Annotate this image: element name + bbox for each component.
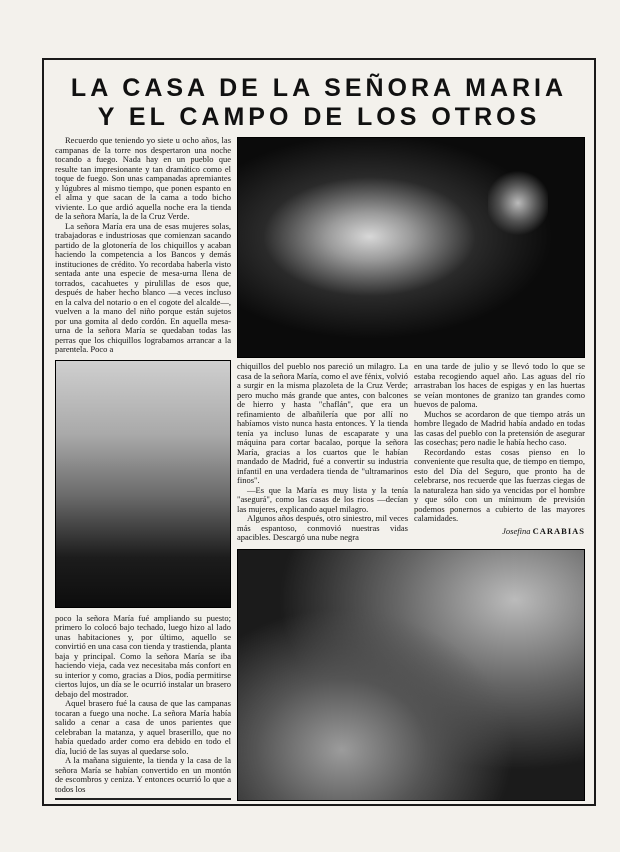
divider	[55, 798, 231, 800]
author-signature	[414, 527, 585, 537]
photo-storm-field	[237, 549, 585, 802]
paragraph: —Es que la María es muy lista y la tenía "asegurá", como las casas de los ricos —decían las mujeres, explicando aquel milagro.	[237, 484, 408, 514]
paragraph: en una tarde de julio y se llevó todo lo que se estaba recogiendo aquel año. Las aguas del río arrastraban los haces de espigas y en las huertas se veían montones de granizo tan grandes como huevos de paloma.	[414, 361, 585, 409]
paragraph: Algunos años después, otro siniestro, mil veces más espantoso, conmovió nuestras vidas apacibles. Descargó una nube negra	[237, 513, 409, 542]
text-columns	[237, 362, 585, 543]
paragraph: La señora María era una de esas mujeres solas, trabajadoras e industriosas que comienzan sacando partido de la glotonería de los chiquillos y acaban haciendo la competencia a los Bancos y demás instituciones de crédito. Yo recordaba haberla visto sentada ante una especie de mesa-urna llena de torrados, cacahuetes y pirulillas de esos que, después de haber hecho blanco —a veces incluso en la calva del notario o en el cogote del alcalde—, vuelven a la mano del niño porque están sujetos por una gomita al dedo cordón. En aquella mesa-urna de la señora María se quedaban todas las perras que los chiquillos lograbamos arrancar a la parentela. Poco a	[55, 220, 231, 354]
headline-line-2: Y EL CAMPO DE LOS OTROS	[97, 103, 541, 131]
column-2	[237, 362, 408, 543]
photo-burning-house	[237, 137, 585, 358]
paragraph: Recordando estas cosas pienso en lo conveniente que resulta que, de tiempo en tiempo, esto del Día del Seguro, que pronto ha de celebrarse, nos recuerde que las fuerzas ciegas de la naturaleza han sido ya vencidas por el hombre y que sólo con un mínimum de previsión podemos ponernos a cubierto de las mayores calamidades.	[414, 446, 585, 523]
right-area	[237, 137, 585, 801]
paragraph: chiquillos del pueblo nos pareció un milagro. La casa de la señora María, como el ave fénix, volvió a surgir en la misma plazoleta de la Cruz Verde; pero mucho más grande que antes, con balcones de hierro y hasta "chaflán", que era un refinamiento de albañilería que por allí no habíamos visto nunca hasta entonces. Y la tienda tenía ya incluso lunas de escaparate y una máquina para cortar bacalao, porque la señora María, gracias a los cuartos que le habían mandado de Madrid, fué a convertir su industria infantil en una verdadera tienda de "ultramarinos finos".	[237, 361, 408, 485]
paragraph: Recuerdo que teniendo yo siete u ocho años, las campanas de la torre nos despertaron una noche tocando a fuego. Nada hay en un pueblo que resulte tan impresionante y tan dramático como el toque de fuego. Son unas campanadas apremiantes y lúgubres al mismo tiempo, que ponen espanto en el alma y que sacan de la cama a todo bicho viviente. Lo que ardió aquella noche era la tienda de la señora María, la de la Cruz Verde.	[55, 135, 231, 221]
paragraph: Muchos se acordaron de que tiempo atrás un hombre llegado de Madrid había andado en todas las casas del pueblo con la pretensión de asegurar las cosechas; pero nadie le había hecho caso.	[414, 408, 585, 447]
paragraph: poco la señora María fué ampliando su puesto; primero lo colocó bajo techado, luego hizo al lado unas habitaciones y, por último, aquello se convirtió en una casa con tienda y trastienda, planta baja y principal. Como la señora María se iba haciendo vieja, cada vez necesitaba más confort en su interior y como, gracias a Dios, podía permitirse ciertos lujos, un día se le ocurrió instalar un brasero debajo del mostrador.	[55, 612, 231, 699]
headline-line-1: LA CASA DE LA SEÑORA MARIA	[70, 74, 568, 102]
author-last-name: CARABIAS	[532, 525, 585, 536]
column-1-bottom	[55, 614, 231, 795]
author-first-name: Josefina	[502, 525, 531, 536]
photo-fire-ruins	[55, 360, 231, 608]
paragraph: Aquel brasero fué la causa de que las campanas tocaran a fuego una noche. La señora María había salido a cenar a casa de unos parientes que celebraban la matanza, y aquel braserillo, que no había quedado arder como era debido en todo el día, lució de las suyas al quedarse solo.	[55, 698, 231, 756]
column-1-top	[55, 136, 231, 355]
paragraph: A la mañana siguiente, la tienda y la casa de la señora María se habían convertido en un montón de escombros y ceniza. Y entonces ocurrió lo que a todos los	[55, 755, 231, 794]
left-column	[55, 136, 231, 800]
column-3	[414, 362, 585, 543]
